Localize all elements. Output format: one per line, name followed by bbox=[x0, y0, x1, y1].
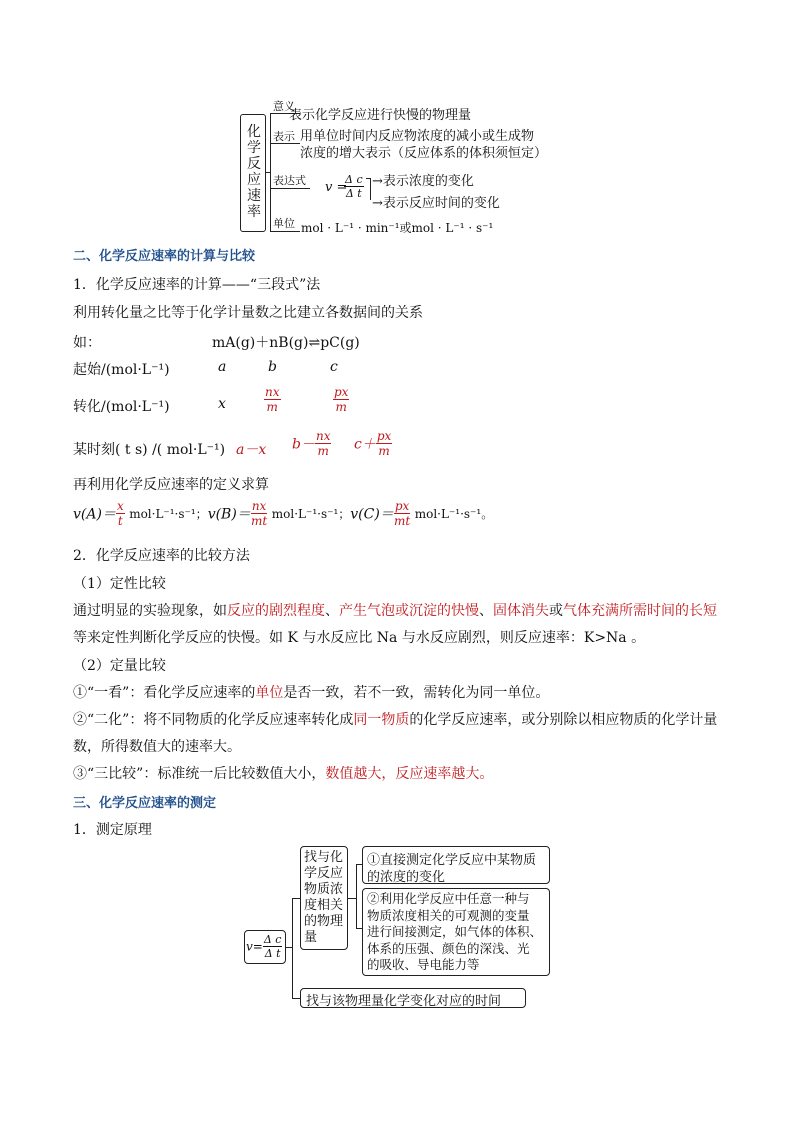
rate-line: v(A)＝ $\frac{x}{t}$ mol·L⁻¹·s⁻¹；v(B)＝ $\frac{nx}{mt}$ mol·L⁻¹·s⁻¹；v(C)＝ $\frac{px}{mt}$ mol·L⁻¹·s⁻¹。 bbox=[73, 499, 494, 528]
row-time-label: 某时刻( t s) /( mol·L⁻¹) bbox=[73, 442, 226, 458]
root-label: 化 学 反 应 速 率 bbox=[247, 124, 261, 220]
section2-item1: 1．化学反应速率的计算——“三段式”法 bbox=[73, 277, 321, 293]
row-eq: mA(g)＋nB(g)⇌pC(g) bbox=[212, 335, 360, 351]
indirect-text: ②利用化学反应中任意一种与 物质浓度相关的可观测的变量 进行间接测定，如气体的体积、 体系的压强、颜色的深浅、光 的吸收、导电能力等 bbox=[367, 891, 543, 972]
row-time-a: a－x bbox=[236, 442, 267, 458]
row-eq-label: 如： bbox=[73, 335, 101, 351]
section2-heading: 二、化学反应速率的计算与比较 bbox=[73, 249, 256, 264]
row-start-c: c bbox=[330, 359, 338, 375]
rate-intro: 再利用化学反应速率的定义求算 bbox=[73, 477, 269, 493]
formula-box-content: v= $\frac{\text{Δ c}}{\text{Δ t}}$ bbox=[246, 933, 282, 960]
direct-line2: 的浓度的变化 bbox=[367, 870, 446, 885]
unit-text: mol · L⁻¹ · min⁻¹或mol · L⁻¹ · s⁻¹ bbox=[301, 221, 494, 235]
rule-two-cont: 数，所得数值大的速率大。 bbox=[73, 739, 241, 755]
formula-arrow1: →表示浓度的变化 bbox=[372, 174, 474, 189]
row-start-label: 起始/(mol·L⁻¹) bbox=[73, 362, 170, 378]
formula-label: 表达式 bbox=[273, 174, 306, 187]
formula-v: v = bbox=[325, 180, 348, 195]
row-change-label: 转化/(mol·L⁻¹) bbox=[73, 399, 170, 415]
row-change-x: x bbox=[218, 396, 226, 412]
row-change-b: $\frac{nx}{m}$ bbox=[265, 385, 280, 414]
time-text: 找与该物理量化学变化对应的时间 bbox=[306, 994, 502, 1009]
find-quantity-text: 找与化 学反应 物质浓 度相关 的物理 量 bbox=[304, 850, 344, 945]
row-start-a: a bbox=[218, 359, 227, 375]
meaning-label: 意义 bbox=[273, 100, 295, 113]
direct-line1: ①直接测定化学反应中某物质 bbox=[367, 853, 537, 868]
express-label: 表示 bbox=[273, 130, 295, 143]
row-change-c: $\frac{px}{m}$ bbox=[334, 385, 349, 414]
section3-heading: 三、化学反应速率的测定 bbox=[73, 796, 217, 811]
unit-label: 单位 bbox=[273, 217, 295, 230]
formula-arrow2: →表示反应时间的变化 bbox=[372, 196, 500, 211]
section2-item1-desc: 利用转化量之比等于化学计量数之比建立各数据间的关系 bbox=[73, 305, 423, 321]
rule-one: ①“一看”：看化学反应速率的单位是否一致，若不一致，需转化为同一单位。 bbox=[73, 685, 550, 701]
express-line2: 浓度的增大表示（反应体系的体积须恒定） bbox=[300, 146, 548, 161]
meaning-text: 表示化学反应进行快慢的物理量 bbox=[289, 108, 472, 123]
qualitative-para1: 通过明显的实验现象，如反应的剧烈程度、产生气泡或沉淀的快慢、固体消失或气体充满所需时间的长短 bbox=[73, 603, 717, 619]
section3-item1: 1．测定原理 bbox=[73, 822, 152, 838]
row-time-b: b－ $\frac{nx}{m}$ bbox=[292, 429, 331, 458]
qualitative-title: （1）定性比较 bbox=[73, 576, 166, 592]
row-time-c: c＋ $\frac{px}{m}$ bbox=[354, 429, 392, 458]
express-line1: 用单位时间内反应物浓度的减小或生成物 bbox=[300, 129, 535, 144]
rule-three: ③“三比较”：标准统一后比较数值大小，数值越大，反应速率越大。 bbox=[73, 766, 494, 782]
section2-item2: 2．化学反应速率的比较方法 bbox=[73, 548, 250, 564]
rule-two: ②“二化”：将不同物质的化学反应速率转化成同一物质的化学反应速率，或分别除以相应物质的化学计量 bbox=[73, 712, 718, 728]
formula-fraction: $\frac{\text{Δ c}}{\text{Δ t}}$ bbox=[345, 173, 363, 200]
quantitative-title: （2）定量比较 bbox=[73, 658, 166, 674]
qualitative-para2: 等来定性判断化学反应的快慢。如 K 与水反应比 Na 与水反应剧烈，则反应速率：K>Na 。 bbox=[73, 630, 646, 646]
row-start-b: b bbox=[268, 359, 277, 375]
